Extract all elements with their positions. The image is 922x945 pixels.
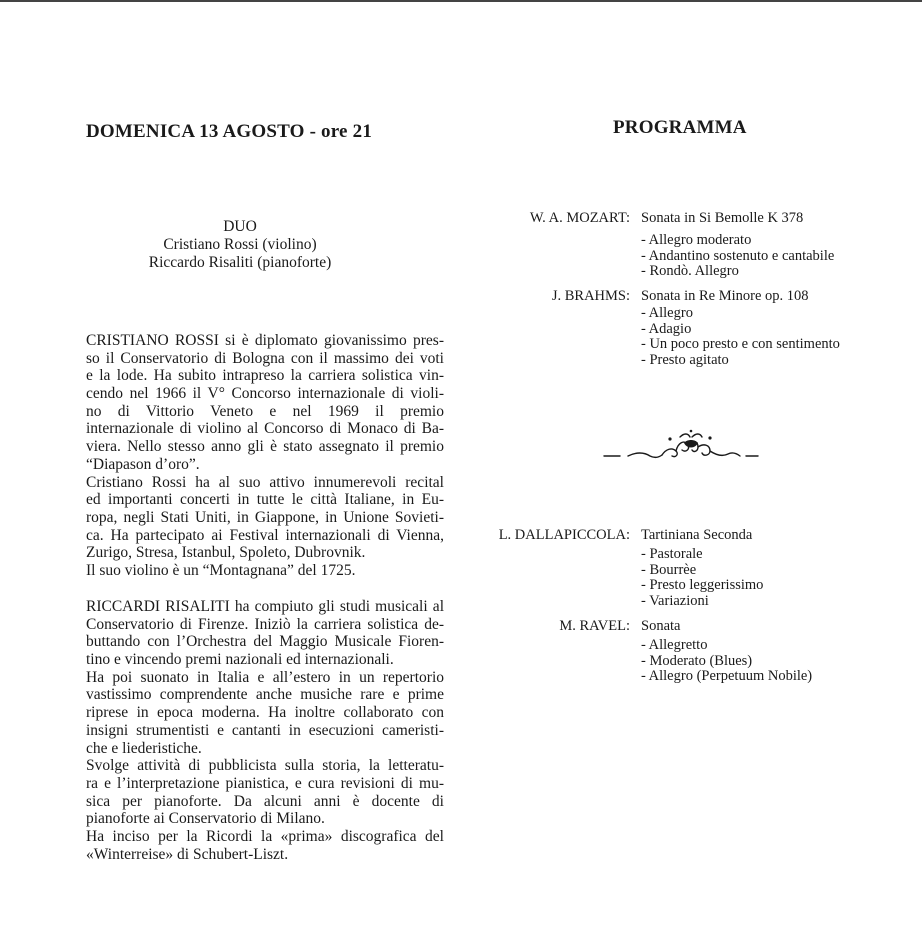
movement-item: - Variazioni [641,592,709,609]
movement-item: - Pastorale [641,546,703,562]
bio-line: che e liederistiche. [86,739,202,757]
page-top-rule [0,0,922,2]
bio-line: Conservatorio di Firenze. Iniziò la carriera solistica de- [86,615,444,633]
bio-line: sica per pianoforte. Da alcuni anni è docente di [86,792,444,810]
bio-line: «Winterreise» di Schubert-Liszt. [86,845,289,863]
composer-brahms: J. BRAHMS: [551,288,630,304]
bio-line: viera. Nello stesso anno gli è stato assegnato il premio [86,438,444,456]
bio-line: pianoforte ai Conservatorio di Milano. [86,810,325,828]
ornament-divider-icon [600,425,770,465]
composer-ravel: M. RAVEL: [559,618,630,634]
bio-line: cendo nel 1966 il V° Concorso internazionale di violi- [86,385,444,403]
bio-line: insigni strumentisti e cantanti in esecuzioni cameristi- [86,721,444,739]
bio-line: CRISTIANO ROSSI si è diplomato giovanissimo pres- [86,332,444,349]
bio-line: Svolge attività di pubblicista sulla storia, la letteratu- [86,757,444,775]
movements-dallapiccola [641,547,763,609]
movement-item: - Andantino sostenuto e cantabile [641,247,835,264]
movement-item: - Allegro (Perpetuum Nobile) [641,668,813,685]
composer-dallapiccola: L. DALLAPICCOLA: [498,527,630,543]
composer-mozart: W. A. MOZART: [529,210,630,226]
movement-item: - Bourrèe [641,561,697,578]
bio-line: ropa, negli Stati Uniti, in Giappone, in Unione Sovieti- [86,508,444,526]
bio-line: Zurigo, Stresa, Istanbul, Spoleto, Dubrovnik. [86,544,366,562]
work-brahms: Sonata in Re Minore op. 108 [641,288,809,304]
bio-line: riprese in epoca moderna. Ha inoltre collaborato con [86,704,444,722]
movement-item: - Adagio [641,320,692,337]
movement-item: - Rondò. Allegro [641,263,739,280]
bio-line: internazionale di violino al Concorso di Monaco di Ba- [86,420,444,438]
bio-line: buttando con l’Orchestra del Maggio Musicale Fioren- [86,633,444,651]
movement-item: - Allegretto [641,637,708,653]
movement-item: - Allegro [641,305,693,321]
work-dallapiccola: Tartiniana Seconda [641,527,753,543]
movement-item: - Moderato (Blues) [641,652,753,669]
bio-line: RICCARDI RISALITI ha compiuto gli studi musicali al [86,598,444,615]
bio-line: tino e vincendo premi nazionali ed internazionali. [86,651,394,669]
bio-line: “Diapason d’oro”. [86,455,200,473]
movement-item: - Allegro moderato [641,232,752,248]
bio-line: e la lode. Ha subito intrapreso la carriera solistica vin- [86,367,444,385]
movement-item: - Un poco presto e con sentimento [641,336,840,353]
biography-rossi [86,332,444,580]
performer-piano: Riccardo Risaliti (pianoforte) [148,254,332,271]
movements-brahms [641,306,840,368]
bio-line: ed importanti concerti in tutte le città Italiane, in Eu- [86,491,444,509]
biography-risaliti [86,598,444,863]
bio-line: no di Vittorio Veneto e nel 1969 il premio [86,402,444,420]
duo-title: DUO [223,218,257,235]
movement-item: - Presto leggerissimo [641,577,764,594]
bio-line: Il suo violino è un “Montagnana” del 1725. [86,561,356,579]
movements-ravel [641,638,812,685]
bio-line: Ha poi suonato in Italia e all’estero in un repertorio [86,668,444,686]
programme-heading: PROGRAMMA [613,117,747,138]
bio-line: ra e l’interpretazione pianistica, e cura revisioni di mu- [86,774,444,792]
work-mozart: Sonata in Si Bemolle K 378 [641,210,804,226]
bio-line: Ha inciso per la Ricordi la «prima» discografica del [86,827,444,845]
movements-mozart [641,233,834,280]
movement-item: - Presto agitato [641,351,729,368]
work-ravel: Sonata [641,618,681,634]
performer-violin: Cristiano Rossi (violino) [163,236,317,253]
bio-line: vastissimo comprendente anche musiche rare e prime [86,686,444,704]
bio-line: Cristiano Rossi ha al suo attivo innumerevoli recital [86,473,444,491]
duo-block [120,218,360,272]
bio-line: so il Conservatorio di Bologna con il massimo dei voti [86,349,444,367]
concert-date-heading: DOMENICA 13 AGOSTO - ore 21 [86,121,373,142]
bio-line: ca. Ha partecipato ai Festival internazionali di Vienna, [86,526,444,544]
